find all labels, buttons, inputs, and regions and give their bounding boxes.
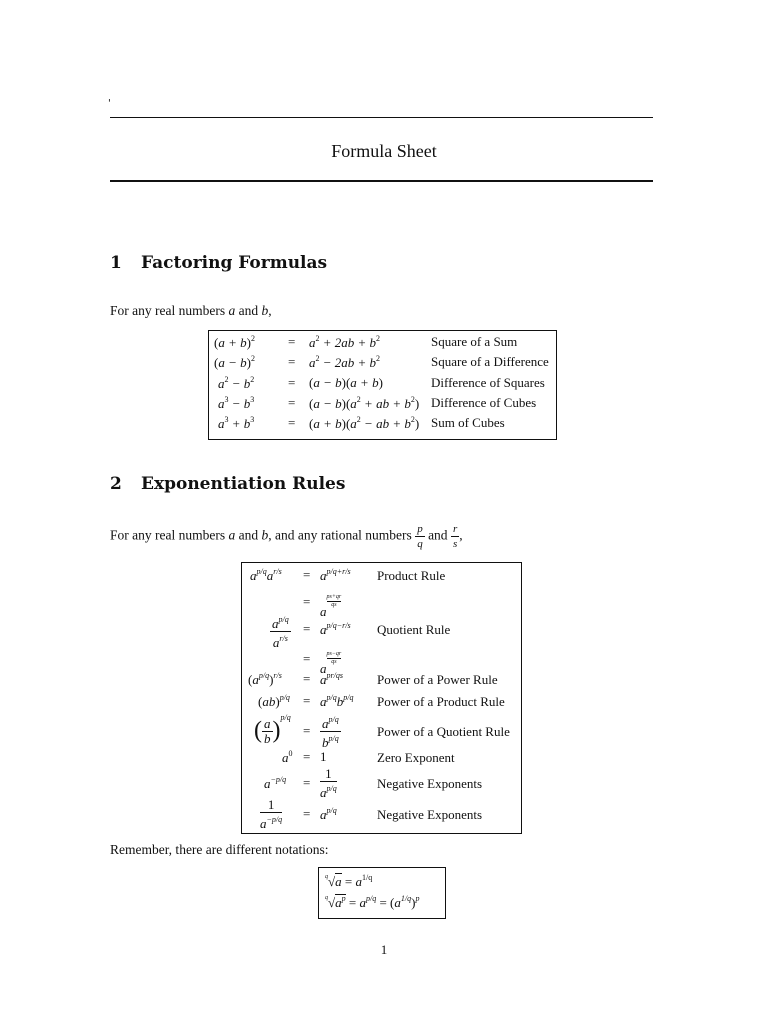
equals-sign: = bbox=[303, 651, 311, 666]
formula-rhs: 1 bbox=[320, 749, 327, 764]
formula-row bbox=[209, 395, 556, 415]
formula-rhs: (a − b)(a + b) bbox=[309, 375, 383, 390]
rule-label: Product Rule bbox=[377, 568, 446, 583]
section-intro: For any real numbers a and b, and any rational numbers $\frac{p}{q}$ and $\frac{r}{s}$ , bbox=[110, 523, 463, 550]
formula-rhs: $a^{p/q}b^{p/q}$ bbox=[320, 693, 354, 709]
notation-box bbox=[318, 867, 446, 919]
section-title: Exponentiation Rules bbox=[141, 474, 346, 494]
formula-rhs: $\frac{1}{a^{p/q}}$ bbox=[320, 766, 337, 800]
notation-formula: $^q√a^p = a^{p/q} = (a^{1/q})^p$ bbox=[325, 894, 420, 910]
equals-sign: = bbox=[303, 775, 311, 790]
formula-row bbox=[209, 415, 556, 435]
equals-sign: = bbox=[303, 671, 311, 686]
formula-row bbox=[209, 334, 556, 354]
notation-formula: $^q√a = a^{1/q}$ bbox=[325, 873, 373, 889]
equals-sign: = bbox=[303, 693, 311, 708]
formula-lhs: (ab)$^{p/q}$ bbox=[258, 693, 290, 709]
section-heading-exponentiation bbox=[110, 474, 345, 494]
top-rule bbox=[110, 117, 653, 118]
rule-label: Power of a Product Rule bbox=[377, 694, 505, 709]
formula-rhs: $a^{p/q+r/s}$ bbox=[320, 567, 351, 583]
formula-label: Difference of Cubes bbox=[431, 395, 537, 410]
equals-sign: = bbox=[303, 806, 311, 821]
equals-sign: = bbox=[303, 567, 311, 582]
formula-lhs: $(a + b)^2$ bbox=[214, 334, 255, 350]
formula-lhs: $\frac{1}{a^{-p/q}}$ bbox=[260, 797, 283, 831]
section-title: Factoring Formulas bbox=[141, 253, 328, 273]
formula-rhs: $(a + b)(a^2$ − ab + $b^2$) bbox=[309, 415, 420, 431]
formula-lhs: $a^3 - b^3$ bbox=[218, 395, 255, 411]
remember-note: Remember, there are different notations: bbox=[110, 842, 329, 857]
equals-sign: = bbox=[303, 749, 311, 764]
section-number: 2 bbox=[110, 474, 122, 494]
formula-lhs: $a^2 - b^2$ bbox=[218, 375, 255, 391]
title-rule bbox=[110, 180, 653, 182]
rule-label: Zero Exponent bbox=[377, 750, 455, 765]
section-intro: For any real numbers a and b, bbox=[110, 303, 272, 318]
rule-label: Negative Exponents bbox=[377, 776, 483, 791]
header-mark: ' bbox=[108, 98, 111, 109]
formula-label: Square of a Sum bbox=[431, 334, 518, 349]
formula-row bbox=[209, 354, 556, 374]
rule-label: Negative Exponents bbox=[377, 807, 483, 822]
equals-sign: = bbox=[303, 723, 311, 738]
section-number: 1 bbox=[110, 253, 122, 273]
equals-sign: = bbox=[288, 395, 296, 410]
factoring-formula-table bbox=[208, 330, 557, 440]
rule-label: Power of a Quotient Rule bbox=[377, 724, 510, 739]
formula-rhs: $a^2 - 2ab + b^2$ bbox=[309, 354, 381, 370]
page-number: 1 bbox=[380, 942, 388, 957]
equals-sign: = bbox=[288, 415, 296, 430]
formula-lhs: $a^3 + b^3$ bbox=[218, 415, 255, 431]
formula-row bbox=[209, 375, 556, 395]
equals-sign: = bbox=[303, 621, 311, 636]
formula-lhs: $(a - b)^2$ bbox=[214, 354, 255, 370]
formula-rhs: $(a - b)(a^2$ + ab + $b^2$) bbox=[309, 395, 420, 411]
equals-sign: = bbox=[303, 594, 311, 609]
rule-label: Quotient Rule bbox=[377, 622, 451, 637]
formula-rhs: $a^{p/q}$ bbox=[320, 806, 337, 822]
formula-rhs: a $\frac{ps-qr}{qs}$ bbox=[320, 651, 342, 676]
formula-lhs: ( $\frac{a}{b}$ )$^{p/q}$ bbox=[254, 713, 291, 746]
rule-label: Power of a Power Rule bbox=[377, 672, 498, 687]
formula-rhs: $a^2 + 2ab + b^2$ bbox=[309, 334, 381, 350]
formula-label: Difference of Squares bbox=[431, 375, 545, 390]
formula-rhs: $a^{pr/qs}$ bbox=[320, 671, 343, 687]
formula-lhs: $a^{p/q}a^{r/s}$ bbox=[250, 567, 282, 583]
formula-label: Square of a Difference bbox=[431, 354, 549, 369]
formula-lhs: $(a^{p/q})^{r/s}$ bbox=[248, 671, 282, 687]
exponent-rules-table bbox=[241, 562, 522, 834]
formula-label: Sum of Cubes bbox=[431, 415, 505, 430]
formula-lhs: $a^{-p/q}$ bbox=[264, 775, 287, 791]
section-heading-factoring bbox=[110, 253, 327, 273]
formula-lhs: $\frac{a^{p/q}}{a^{r/s}}$ bbox=[272, 615, 289, 650]
formula-rhs: $a^{p/q-r/s}$ bbox=[320, 621, 351, 637]
formula-lhs: $a^0$ bbox=[282, 749, 293, 765]
page-title: Formula Sheet bbox=[331, 141, 437, 161]
formula-rhs: a $\frac{ps+qr}{qs}$ bbox=[320, 594, 342, 619]
equals-sign: = bbox=[288, 334, 296, 349]
formula-rhs: $\frac{a^{p/q}}{b^{p/q}}$ bbox=[322, 715, 339, 750]
equals-sign: = bbox=[288, 354, 296, 369]
equals-sign: = bbox=[288, 375, 296, 390]
